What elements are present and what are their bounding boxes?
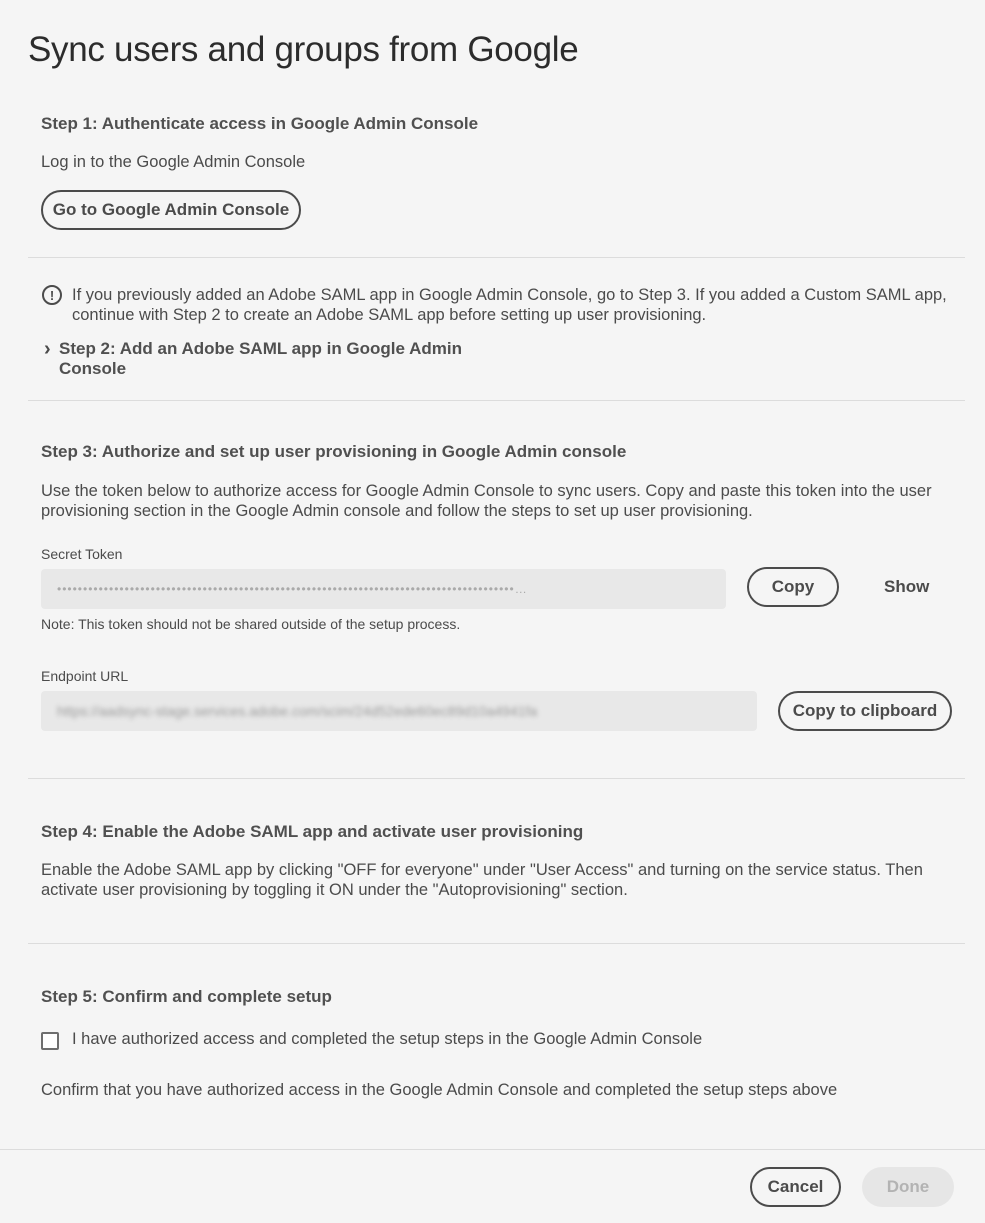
divider <box>28 778 965 779</box>
divider <box>28 257 965 258</box>
step2-heading: Step 2: Add an Adobe SAML app in Google Admin Console <box>59 339 462 378</box>
step4-heading: Step 4: Enable the Adobe SAML app and activate user provisioning <box>41 822 584 841</box>
secret-token-label: Secret Token <box>41 546 123 562</box>
step3-text-line1: Use the token below to authorize access for Google Admin Console to sync users. Copy and paste this token into the user <box>41 482 932 500</box>
info-icon: ! <box>42 285 62 305</box>
dialog-footer <box>0 1149 985 1223</box>
copy-to-clipboard-button[interactable]: Copy to clipboard <box>778 691 952 731</box>
secret-token-field[interactable] <box>41 569 726 609</box>
divider <box>28 400 965 401</box>
step3-heading: Step 3: Authorize and set up user provisioning in Google Admin console <box>41 442 627 461</box>
cancel-button[interactable]: Cancel <box>750 1167 841 1207</box>
confirm-checkbox[interactable] <box>41 1032 59 1050</box>
confirm-helper-text: Confirm that you have authorized access in the Google Admin Console and completed the setup steps above <box>41 1081 838 1099</box>
secret-token-value: ••••••••••••••••••••••••••••••••••••••••••••••••••••••••••••••••••••••••••••••••••••••••… <box>57 582 528 596</box>
endpoint-url-field[interactable] <box>41 691 757 731</box>
done-button[interactable]: Done <box>862 1167 954 1207</box>
page-title: Sync users and groups from Google <box>28 30 579 69</box>
show-token-button[interactable]: Show <box>884 577 930 596</box>
step1-text: Log in to the Google Admin Console <box>41 153 306 171</box>
divider <box>28 943 965 944</box>
step4-text-line1: Enable the Adobe SAML app by clicking "OFF for everyone" under "User Access" and turning on the service status. Then <box>41 861 923 879</box>
go-to-google-admin-console-button[interactable]: Go to Google Admin Console <box>41 190 301 230</box>
step3-text-line2: provisioning section in the Google Admin console and follow the steps to set up user provisioning. <box>41 502 753 520</box>
endpoint-url-label: Endpoint URL <box>41 668 129 684</box>
copy-token-button[interactable]: Copy <box>747 567 839 607</box>
token-note: Note: This token should not be shared outside of the setup process. <box>41 616 461 632</box>
info-note-line2: continue with Step 2 to create an Adobe SAML app before setting up user provisioning. <box>72 306 707 324</box>
step4-text-line2: activate user provisioning by toggling it ON under the "Autoprovisioning" section. <box>41 881 628 899</box>
endpoint-url-value: https://aadsync-stage.services.adobe.com/scim/24d52ede60ec89d10a4941fa <box>57 703 538 719</box>
confirm-checkbox-label[interactable]: I have authorized access and completed the setup steps in the Google Admin Console <box>72 1030 703 1048</box>
chevron-right-icon: › <box>44 338 51 360</box>
step5-heading: Step 5: Confirm and complete setup <box>41 987 332 1006</box>
step2-toggle[interactable] <box>44 338 514 378</box>
step1-heading: Step 1: Authenticate access in Google Admin Console <box>41 114 479 133</box>
info-note-line1: If you previously added an Adobe SAML app in Google Admin Console, go to Step 3. If you added a Custom SAML app, <box>72 286 947 304</box>
